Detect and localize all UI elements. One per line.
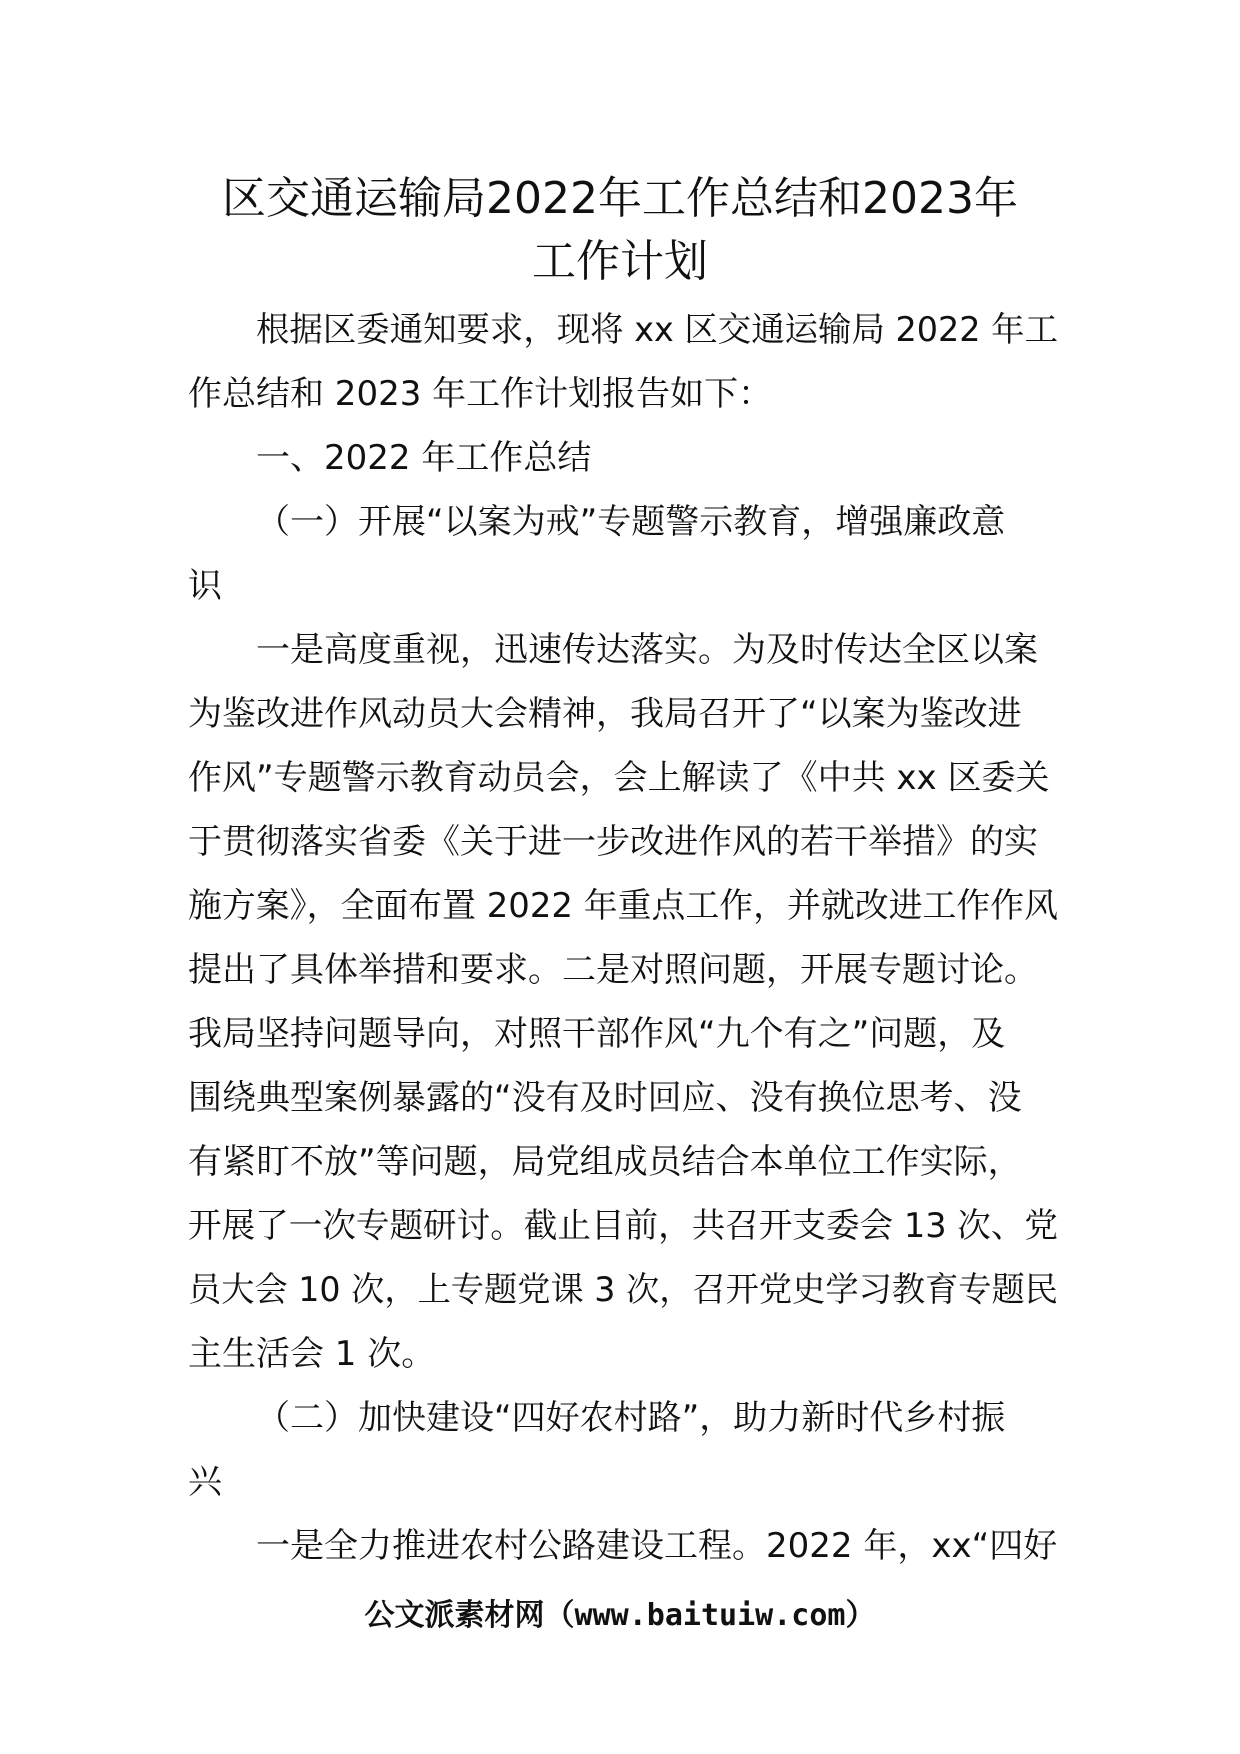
body-line: 根据区委通知要求，现将 xx 区交通运输局 2022 年工 — [256, 310, 1058, 350]
body-line: 作风”专题警示教育动员会，会上解读了《中共 xx 区委关 — [188, 758, 1050, 798]
body-line: 我局坚持问题导向，对照干部作风“九个有之”问题，及 — [188, 1014, 1006, 1054]
body-line: 于贯彻落实省委《关于进一步改进作风的若干举措》的实 — [188, 822, 1038, 862]
body-line: 提出了具体举措和要求。二是对照问题，开展专题讨论。 — [188, 950, 1038, 990]
body-line: 员大会 10 次，上专题党课 3 次，召开党史学习教育专题民 — [188, 1270, 1058, 1310]
body-line: （一）开展“以案为戒”专题警示教育，增强廉政意 — [256, 502, 1006, 542]
body-line: 识 — [188, 566, 222, 606]
document-title-line-2: 工作计划 — [532, 236, 708, 287]
body-line: 施方案》，全面布置 2022 年重点工作，并就改进工作作风 — [188, 886, 1058, 926]
document-title-line-1: 区交通运输局2022年工作总结和2023年 — [222, 173, 1018, 224]
footer-site-name: 公文派素材网 — [364, 1598, 545, 1633]
body-line: 为鉴改进作风动员大会精神，我局召开了“以案为鉴改进 — [188, 694, 1022, 734]
body-line: 兴 — [188, 1462, 222, 1502]
body-line: 围绕典型案例暴露的“没有及时回应、没有换位思考、没 — [188, 1078, 1022, 1118]
body-line: 开展了一次专题研讨。截止目前，共召开支委会 13 次、党 — [188, 1206, 1058, 1246]
document-body — [188, 298, 1058, 1578]
body-line: 主生活会 1 次。 — [188, 1334, 436, 1374]
body-line: （二）加快建设“四好农村路”，助力新时代乡村振 — [256, 1398, 1006, 1438]
body-line: 一、2022 年工作总结 — [256, 438, 592, 478]
body-line: 一是高度重视，迅速传达落实。为及时传达全区以案 — [256, 630, 1038, 670]
footer-url: （www.baituiw.com） — [544, 1598, 876, 1633]
body-line: 有紧盯不放”等问题，局党组成员结合本单位工作实际， — [188, 1142, 1022, 1182]
body-line: 一是全力推进农村公路建设工程。2022 年，xx“四好 — [256, 1526, 1058, 1566]
body-line: 作总结和 2023 年工作计划报告如下： — [188, 374, 773, 414]
footer-watermark — [0, 1594, 1240, 1638]
